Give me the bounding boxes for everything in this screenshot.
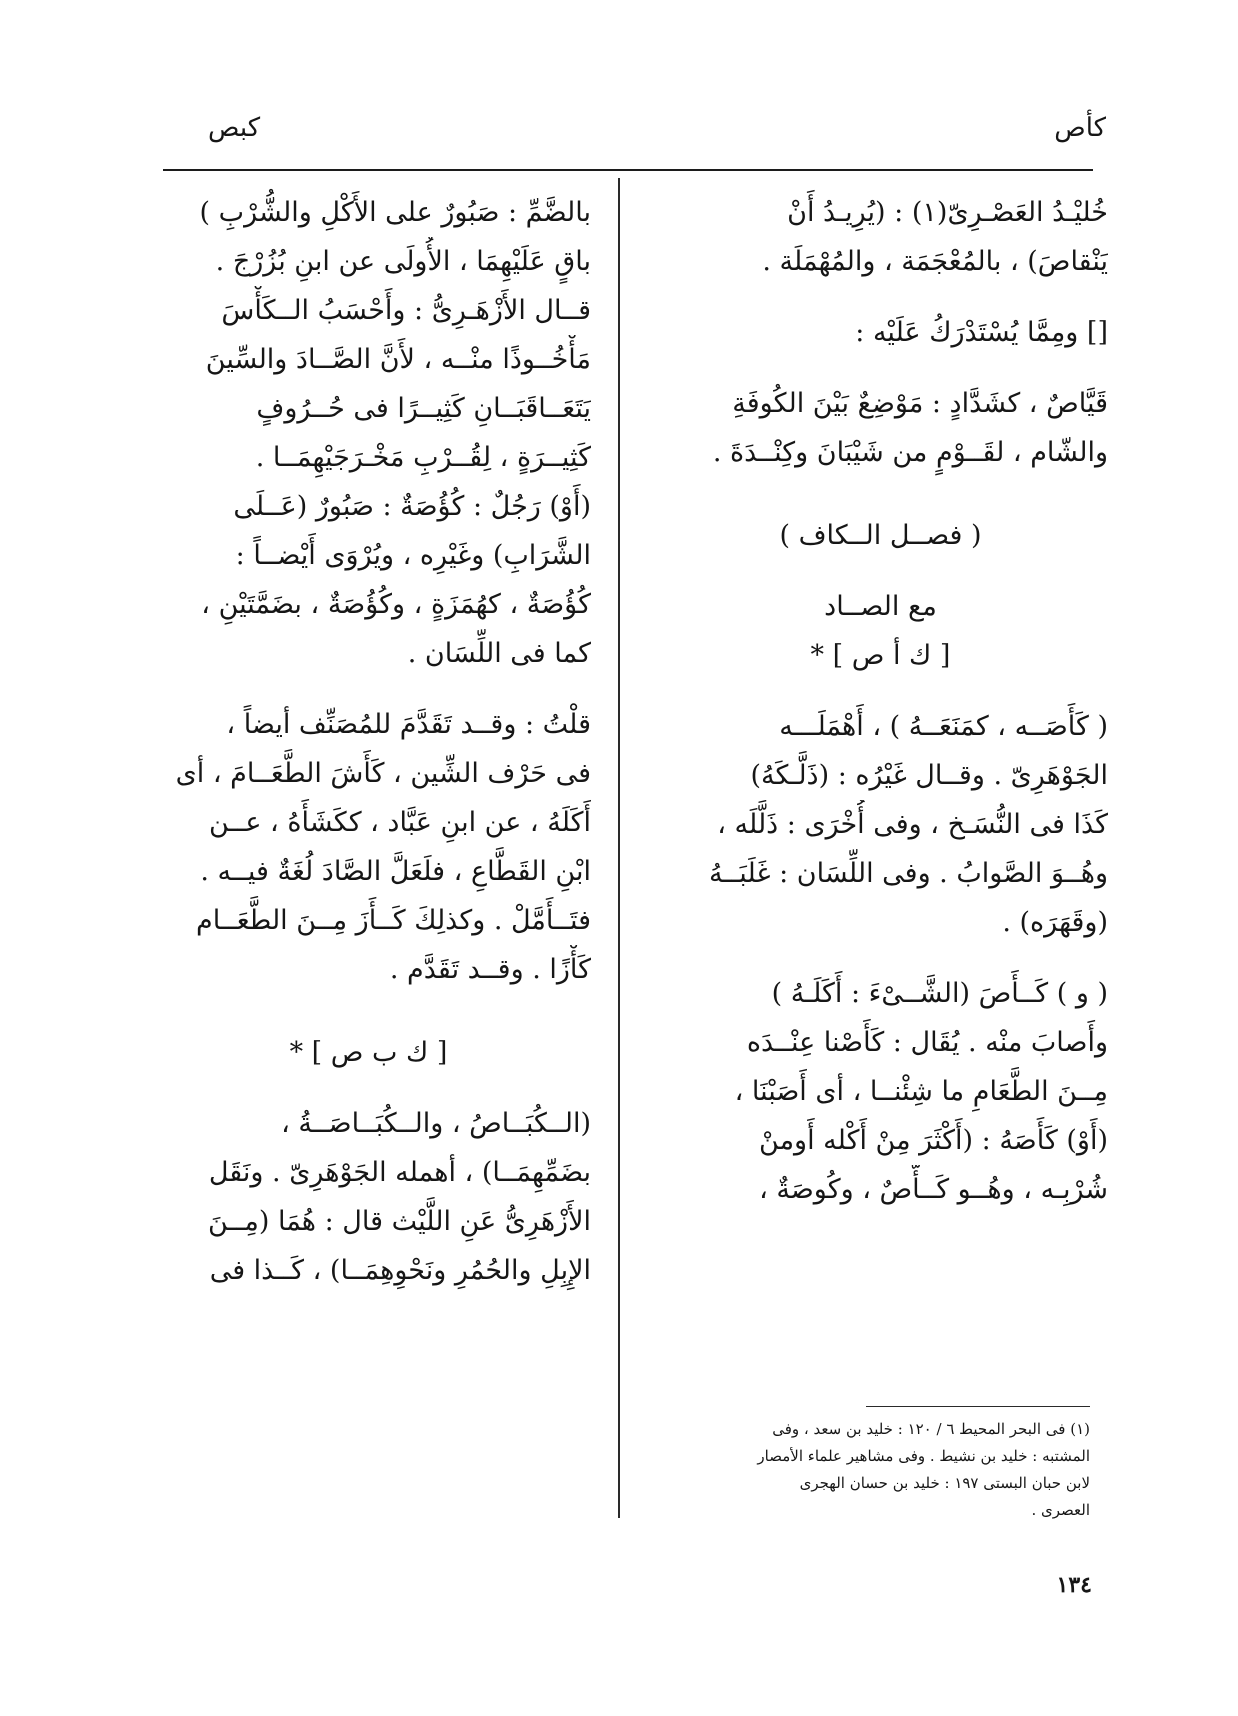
- text-line: (الــكُبَــاصُ ، والــكُبَــاصَــةُ ،: [281, 1108, 591, 1139]
- running-head-right: كأص: [1054, 113, 1106, 143]
- text-line: والشّام ، لقَــوْمٍ من شَيْبَانَ وكِنْــدَةَ .: [712, 437, 1108, 468]
- footnote-line: العصرى .: [1031, 1501, 1090, 1519]
- right-column: [653, 188, 1108, 1214]
- footnote-line: لابن حبان البستى ١٩٧ : خليد بن حسان الهجرى: [799, 1474, 1090, 1492]
- text-line: كَثِيــرَةٍ ، لِقُــرْبِ مَخْـرَجَيْهِمَــا .: [255, 442, 591, 473]
- section-heading: ( فصــل الــكاف ): [779, 520, 982, 551]
- text-line: أَكَلَهُ ، عن ابنِ عَبَّاد ، ككَشَأَهُ ، عــن: [208, 807, 591, 838]
- text-line: بالضَّمِّ : صَبُورٌ على الأَكْلِ والشُّرْبِ ): [199, 197, 591, 228]
- text-line: الجَوْهَرِىّ . وقــال غَيْرُه : (ذَلَّـكَهُ): [750, 760, 1108, 791]
- running-head-left: كبص: [208, 113, 261, 143]
- footnotes: [645, 1416, 1090, 1524]
- text-line: ابْنِ القَطَّاعِ ، فلَعَلَّ الصَّادَ لُغَةٌ فيــه .: [200, 856, 591, 887]
- text-line: يَتَعَــاقَبَــانِ كَثِيــرًا فى حُــرُوفٍ: [256, 393, 591, 424]
- text-line: يَنْقاصَ) ، بالمُعْجَمَة ، والمُهْمَلَة .: [762, 246, 1108, 277]
- text-line: وهُــوَ الصَّوابُ . وفى اللِّسَان : غَلَبَــهُ: [709, 858, 1108, 889]
- text-line: شُرْبِـه ، وهُــو كَــأَّصٌ ، وكُوصَةٌ ،: [759, 1174, 1108, 1205]
- text-line: خُليْـدُ العَصْـرِىّ(١) : (يُرِيـدُ أَنْ: [787, 197, 1108, 228]
- footnote-line: (١) فى البحر المحيط ٦ / ١٢٠ : خليد بن سعد ، وفى: [772, 1420, 1090, 1438]
- root-heading: [ ك ب ص ] *: [289, 1037, 448, 1068]
- text-line: قلْتُ : وقــد تَقَدَّمَ للمُصَنِّف أيضاً ،: [226, 709, 591, 740]
- text-line: (أَوْ) كَأَصَهُ : (أَكْثَرَ مِنْ أَكْله أَومنْ: [759, 1125, 1108, 1156]
- text-line: ( و ) كَــأَصَ (الشَّــىْءَ : أَكَلَـهُ ): [771, 978, 1108, 1009]
- footnote-rule: [866, 1406, 1090, 1407]
- text-line: الشَّرَابِ) وغَيْرِه ، ويُرْوَى أَيْضــاً :: [235, 540, 591, 571]
- text-line: الإِبِلِ والحُمُرِ ونَحْوِهِمَــا) ، كَــذا فى: [209, 1255, 591, 1286]
- text-line: كُؤُصَةٌ ، كهُمَزَةٍ ، وكُؤُصَةٌ ، بضَمَّتَيْنِ ،: [201, 589, 591, 620]
- text-line: مِــنَ الطَّعَامِ ما شِئْنــا ، أى أَصَبْنَا ،: [734, 1076, 1108, 1107]
- text-line: بضَمِّهِمَــا) ، أهمله الجَوْهَرِىّ . ونَقَل: [208, 1157, 591, 1188]
- text-line: كما فى اللِّسَان .: [407, 638, 591, 669]
- addendum-heading: [] ومِمَّا يُسْتَدْرَكُ عَلَيْه :: [855, 317, 1108, 348]
- text-line: قــال الأَزْهَـرِىُّ : وأَحْسَبُ الــكَأْسَ: [221, 295, 591, 326]
- text-line: فتَــأَمَّلْ . وكذلِكَ كَــأَزَ مِــنَ الطَّعَــام: [196, 905, 591, 936]
- column-divider: [618, 178, 620, 1518]
- text-line: باقٍ عَلَيْهِمَا ، الأُولَى عن ابنِ بُزُرْجَ .: [215, 246, 591, 277]
- left-column: [146, 188, 591, 1295]
- text-line: مَأْخُــوذًا منْــه ، لأَنَّ الصَّــادَ والسِّينَ: [205, 344, 591, 375]
- text-line: (وقَهَرَه) .: [1002, 907, 1108, 938]
- page-number: ١٣٤: [1056, 1572, 1092, 1598]
- text-line: (أَوْ) رَجُلٌ : كُؤُصَةٌ : صَبُورٌ (عَــلَى: [233, 491, 591, 522]
- section-subheading: مع الصــاد: [824, 591, 937, 622]
- text-line: ( كَأَصَــه ، كمَنَعَــهُ ) ، أَهْمَلَـــه: [779, 711, 1108, 742]
- root-heading: [ ك أ ص ] *: [810, 640, 951, 671]
- text-line: قَيَّاصٌ ، كشَدَّادٍ : مَوْضِعٌ بَيْنَ الكُوفَةِ: [732, 388, 1108, 419]
- text-line: وأَصابَ منْه . يُقَال : كَأَصْنا عِنْــدَه: [746, 1027, 1108, 1058]
- text-line: الأَزْهَرِىُّ عَنِ اللَّيْث قال : هُمَا (مِــنَ: [208, 1206, 591, 1237]
- header-rule: [163, 169, 1093, 171]
- text-line: كَأْزًا . وقــد تَقَدَّم .: [389, 954, 591, 985]
- text-line: فى حَرْف الشِّين ، كَأَشَ الطَّعَــامَ ، أى: [175, 758, 591, 789]
- text-line: كَذَا فى النُّسَـخ ، وفى أُخْرَى : ذَلَّلَه ،: [717, 809, 1108, 840]
- footnote-line: المشتبه : خليد بن نشيط . وفى مشاهير علماء الأمصار: [757, 1447, 1090, 1465]
